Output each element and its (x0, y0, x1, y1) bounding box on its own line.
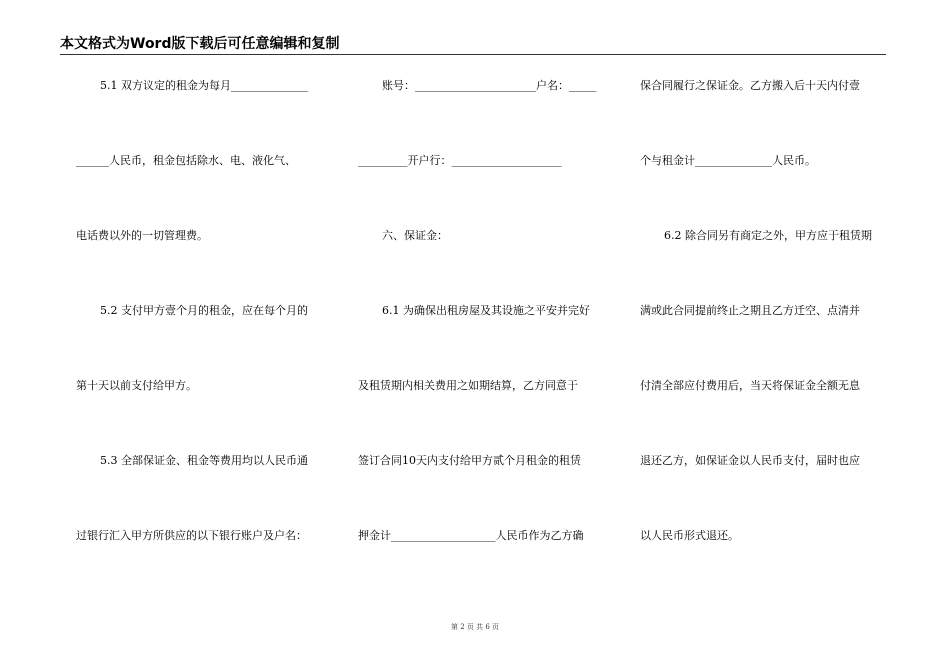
paragraph-line: 电话费以外的一切管理费。 (76, 229, 208, 242)
paragraph-line: 付清全部应付费用后，当天将保证金全额无息 (640, 379, 860, 392)
paragraph-line: ______人民币，租金包括除水、电、液化气、 (76, 154, 296, 167)
paragraph-line: 满或此合同提前终止之期且乙方迁空、点清并 (640, 304, 860, 317)
paragraph-line: 6.2 除合同另有商定之外，甲方应于租赁期 (664, 229, 872, 242)
paragraph-line: 保合同履行之保证金。乙方搬入后十天内付壹 (640, 79, 860, 92)
paragraph-line: 退还乙方，如保证金以人民币支付，届时也应 (640, 454, 860, 467)
paragraph-line: 过银行汇入甲方所供应的以下银行账户及户名： (76, 529, 307, 542)
page-number-footer: 第 2 页 共 6 页 (450, 623, 500, 631)
header-divider (60, 54, 886, 55)
paragraph-line: 以人民币形式退还。 (640, 529, 739, 542)
paragraph-line: 第十天以前支付给甲方。 (76, 379, 197, 392)
paragraph-line: 6.1 为确保出租房屋及其设施之平安并完好 (382, 304, 590, 317)
paragraph-line: 5.2 支付甲方壹个月的租金，应在每个月的 (100, 304, 308, 317)
section-heading: 六、保证金： (382, 229, 448, 242)
paragraph-line: _________开户行：____________________ (358, 154, 562, 167)
paragraph-line: 签订合同10天内支付给甲方贰个月租金的租赁 (358, 454, 581, 467)
paragraph-line: 5.1 双方议定的租金为每月______________ (100, 79, 308, 92)
paragraph-line: 押金计___________________人民币作为乙方确 (358, 529, 584, 542)
document-header-title: 本文格式为Word版下载后可任意编辑和复制 (60, 36, 340, 52)
paragraph-line: 账号：______________________户名：_____ (382, 79, 597, 92)
paragraph-line: 及租赁期内相关费用之如期结算，乙方同意于 (358, 379, 578, 392)
paragraph-line: 个与租金计______________人民币。 (640, 154, 816, 167)
paragraph-line: 5.3 全部保证金、租金等费用均以人民币通 (100, 454, 308, 467)
